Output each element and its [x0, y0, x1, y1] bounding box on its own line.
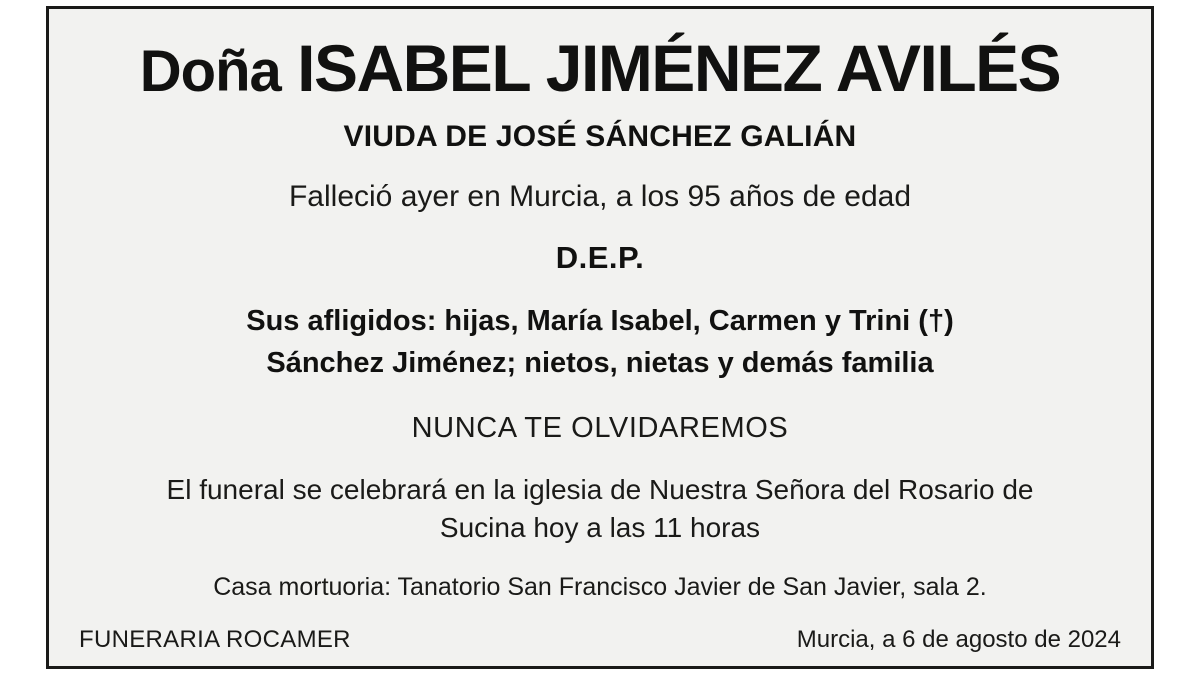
- death-details-line: Falleció ayer en Murcia, a los 95 años de edad: [288, 180, 912, 214]
- deceased-full-name: ISABEL JIMÉNEZ AVILÉS: [297, 31, 1061, 105]
- mortuary-house-line: Casa mortuoria: Tanatorio San Francisco Javier de San Javier, sala 2.: [213, 573, 987, 601]
- funeral-details-line-2: Sucina hoy a las 11 horas: [439, 512, 761, 544]
- honorific-title: Doña: [139, 39, 281, 104]
- funeral-details-line-1: El funeral se celebrará en la iglesia de Nuestra Señora del Rosario de: [166, 474, 1034, 506]
- deceased-name: [75, 31, 1125, 105]
- notice-footer: [49, 626, 1151, 654]
- rest-in-peace-line: D.E.P.: [555, 240, 645, 276]
- widow-of-line: VIUDA DE JOSÉ SÁNCHEZ GALIÁN: [343, 120, 857, 154]
- mourning-family-block: [75, 300, 1125, 384]
- mourning-family-line-1: Sus afligidos: hijas, María Isabel, Carmen y Trini (†): [246, 305, 954, 338]
- funeral-home-name: FUNERARIA ROCAMER: [79, 626, 351, 653]
- place-and-date: Murcia, a 6 de agosto de 2024: [796, 626, 1121, 653]
- death-notice-card: [46, 6, 1154, 669]
- never-forget-line: NUNCA TE OLVIDAREMOS: [411, 412, 789, 445]
- funeral-details-block: [75, 471, 1125, 547]
- mourning-family-line-2: Sánchez Jiménez; nietos, nietas y demás familia: [266, 347, 934, 380]
